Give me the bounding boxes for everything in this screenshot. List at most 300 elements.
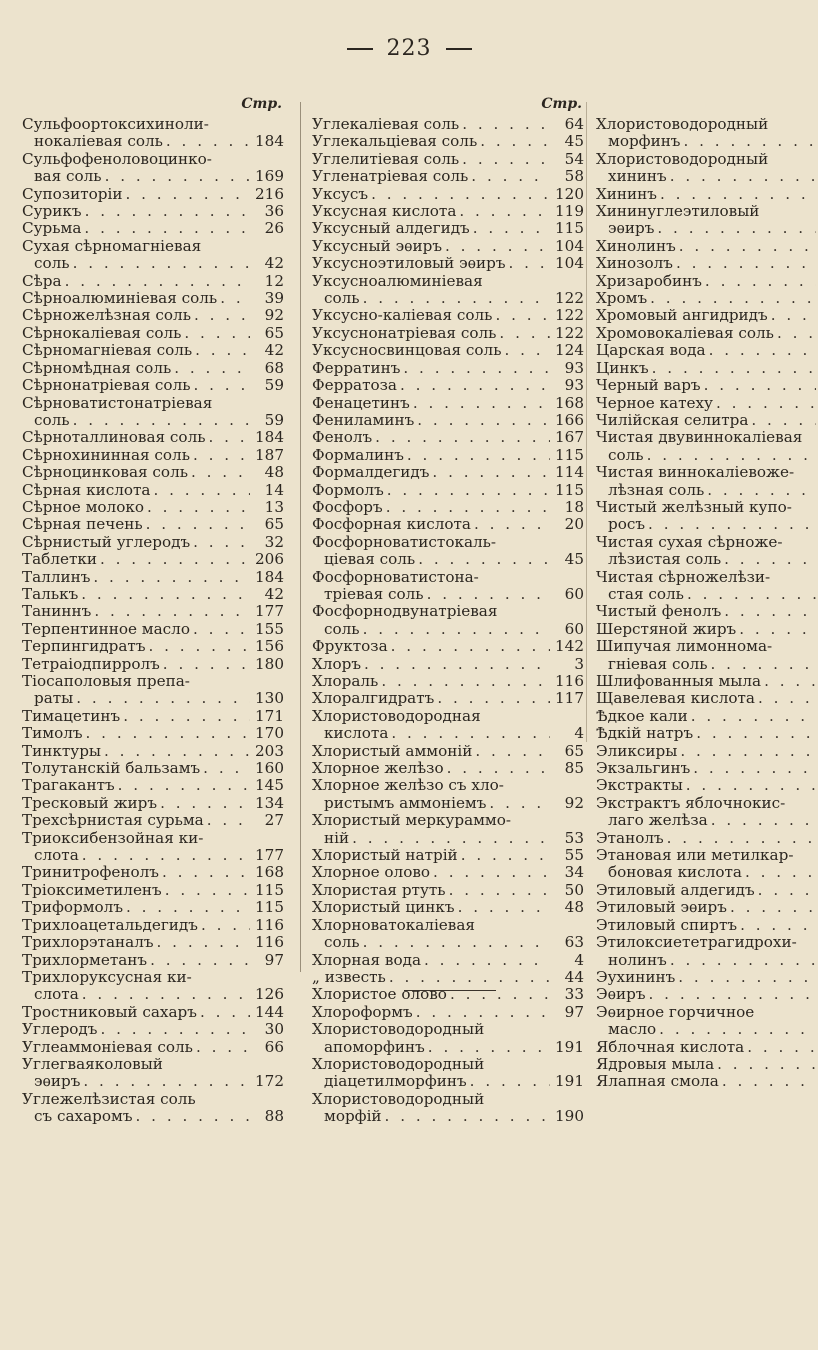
entry-term: Этиловый эѳиръ [596,898,727,917]
entry-line [596,203,816,220]
entry-page-number: 32 [264,532,284,551]
entry-line [596,360,816,377]
entry-page-number: 206 [255,550,284,569]
entry-line [596,395,816,412]
entry-page-number: 124 [555,341,584,360]
entry-term-continuation: соль [608,445,644,464]
dot-leader [455,899,550,916]
index-entry [312,255,584,272]
dot-leader [444,760,550,777]
entry-term: Сѣрноцинковая соль [22,463,188,482]
entry-term: Чистая сѣрножелѣзи- [596,567,771,586]
index-entry [312,220,584,237]
entry-line [22,325,284,342]
entry-page-number: 115 [255,880,284,899]
index-entry [22,342,284,359]
entry-term: Экзальгинъ [596,759,691,778]
entry-line [596,516,816,533]
entry-term: Углекальціевая соль [312,132,478,151]
entry-line [596,708,816,725]
index-entry [596,203,816,238]
entry-line [596,447,816,464]
dot-leader [78,586,250,603]
entry-line [596,917,816,934]
index-entry [22,151,284,186]
entry-term-continuation: лѣзистая соль [608,550,722,569]
entry-line [22,569,284,586]
entry-line [596,569,816,586]
dot-leader [425,1039,550,1056]
entry-term: Тетраіодпирролъ [22,654,160,673]
entry-line [312,1108,584,1125]
entry-term-continuation: лѣзная соль [608,480,705,499]
entry-line [312,482,584,499]
entry-term: Сѣрноталлиновая соль [22,428,206,447]
entry-term: Сѣрнонатріевая соль [22,376,191,395]
entry-term: Таблетки [22,550,97,569]
entry-term: Хлорное олово [312,863,431,882]
entry-term: Уксусный эѳиръ [312,236,442,255]
entry-page-number: 119 [555,202,584,221]
dot-leader [459,151,550,168]
entry-page-number: 122 [555,306,584,325]
entry-page-number: 88 [264,1107,284,1126]
index-entry [22,447,284,464]
index-entry [312,464,584,481]
entry-line [312,429,584,446]
index-entry [596,395,816,412]
entry-line [22,882,284,899]
entry-term: Эликсиры [596,741,678,760]
entry-term: Сѣрномагніевая соль [22,341,193,360]
entry-page-number: 63 [564,933,584,952]
entry-line [22,307,284,324]
entry-term: Хлористый аммоній [312,741,473,760]
index-entry [22,743,284,760]
index-entry [312,447,584,464]
entry-term: Терпентинное масло [22,619,190,638]
entry-line [22,969,284,986]
entry-term: Таниннъ [22,602,92,621]
dot-leader [737,917,816,934]
dot-leader [656,1021,816,1038]
index-entry [596,151,816,186]
entry-term-continuation: масло [608,1020,657,1039]
entry-line [312,186,584,203]
entry-term: Хромовокаліевая соль [596,323,774,342]
entry-line [22,220,284,237]
dot-leader [492,307,550,324]
dot-leader [133,1108,250,1125]
entry-term-continuation: гніевая соль [608,654,708,673]
entry-page-number: 59 [264,376,284,395]
entry-page-number: 122 [555,323,584,342]
entry-term-continuation: боновая кислота [608,863,742,882]
entry-page-number: 168 [255,863,284,882]
entry-line [596,1039,816,1056]
entry-term: Тріоксиметиленъ [22,880,162,899]
entry-term: Ядровыя мыла [596,1054,715,1073]
dot-leader [198,917,250,934]
index-entry [312,168,584,185]
index-entry [22,969,284,1004]
entry-page-number: 184 [255,132,284,151]
index-entry [22,673,284,708]
entry-term: Фосфорноватистона- [312,567,479,586]
dot-leader [388,725,550,742]
entry-term: Уксусноэтиловый эѳиръ [312,254,506,273]
dot-leader [680,133,816,150]
dot-leader [477,133,550,150]
index-entry [596,830,816,847]
entry-term: Черное катеху [596,393,713,412]
entry-line [596,847,816,864]
index-entry [22,377,284,394]
entry-line [312,917,584,934]
dot-leader [191,377,251,394]
entry-page-number: 142 [555,637,584,656]
entry-term: Хлоралгидратъ [312,689,435,708]
entry-term: Ферратинъ [312,358,401,377]
entry-term: Углеродъ [22,1020,98,1039]
entry-term-continuation: эѳиръ [608,219,655,238]
index-entry [22,569,284,586]
entry-line [596,464,816,481]
entry-page-number: 64 [564,115,584,133]
entry-term: Тринитрофенолъ [22,863,159,882]
entry-line [22,342,284,359]
index-entry [596,899,816,916]
entry-line [22,551,284,568]
entry-page-number: 44 [564,967,584,986]
entry-page-number: 65 [264,515,284,534]
entry-page-number: 191 [555,1037,584,1056]
entry-term: Сѣрноалюминіевая соль [22,289,218,308]
entry-page-number: 48 [564,898,584,917]
index-entry [312,603,584,638]
entry-line [312,464,584,481]
entry-line [596,760,816,777]
entry-line [22,534,284,551]
entry-term: Сѣрнистый углеродъ [22,532,191,551]
entry-term: Таллинъ [22,567,91,586]
dot-leader [424,586,550,603]
dot-leader [190,621,250,638]
index-entry [312,238,584,255]
entry-term: Щавелевая кислота [596,689,755,708]
entry-page-number: 115 [555,445,584,464]
dot-leader [190,447,250,464]
entry-page-number: 145 [255,776,284,795]
entry-line [22,464,284,481]
entry-term: Фосфорнодвунатріевая [312,602,498,621]
dot-leader [459,116,550,133]
entry-page-number: 168 [555,393,584,412]
entry-term: Формалинъ [312,445,404,464]
dot-leader [123,899,250,916]
entry-term: Сурикъ [22,202,82,221]
index-entry [312,273,584,308]
entry-term: Чистая двувиннокаліевая [596,428,803,447]
entry-term: Хлороформъ [312,1002,413,1021]
entry-line [22,725,284,742]
dot-leader [675,969,816,986]
entry-line [22,133,284,150]
entry-line [22,690,284,707]
bottom-rule [404,990,496,991]
entry-page-number: 39 [264,289,284,308]
index-entry [312,395,584,412]
entry-line [22,812,284,829]
dot-leader [456,203,550,220]
index-column-3 [596,96,816,1091]
entry-term: Триформолъ [22,898,123,917]
entry-line [596,830,816,847]
dot-leader [744,1039,816,1056]
entry-line [22,777,284,794]
entry-line [596,725,816,742]
entry-term-continuation: хининъ [608,167,667,186]
index-entry [312,760,584,777]
entry-line [22,847,284,864]
dot-leader [115,777,250,794]
index-entry [596,690,816,707]
entry-page-number: 53 [564,828,584,847]
entry-term-continuation: кислота [324,724,389,743]
entry-term: Чилійская селитра [596,410,749,429]
entry-page-number: 34 [564,863,584,882]
entry-term: Супозиторіи [22,184,123,203]
entry-page-number: 169 [255,167,284,186]
entry-page-number: 171 [255,706,284,725]
index-entry [596,1004,816,1039]
entry-term-continuation: ристымъ аммоніемъ [324,793,487,812]
entry-term: Трихлорметанъ [22,950,148,969]
entry-page-number: 13 [264,497,284,516]
dot-leader [768,307,816,324]
entry-term: Черный варъ [596,376,701,395]
dot-leader [102,168,250,185]
index-entry [22,482,284,499]
entry-page-number: 66 [264,1037,284,1056]
dot-leader [683,777,816,794]
index-entry [312,516,584,533]
index-entry [22,1039,284,1056]
entry-term: Трихлоацетальдегидъ [22,915,198,934]
entry-line [312,412,584,429]
dot-leader [719,1073,816,1090]
entry-term: Цинкъ [596,358,649,377]
entry-term: Хромъ [596,289,648,308]
entry-term: Шипучая лимонномa- [596,637,773,656]
index-entry [596,847,816,882]
dot-leader [145,638,250,655]
entry-line [22,412,284,429]
entry-line [312,534,584,551]
entry-term-continuation: ціевая соль [324,550,416,569]
entry-term: Хинолинъ [596,236,676,255]
entry-line [312,1039,584,1056]
entry-line [22,116,284,133]
entry-page-number: 160 [255,759,284,778]
entry-line [596,882,816,899]
entry-page-number: 116 [255,933,284,952]
index-entry [22,638,284,655]
entry-line [596,969,816,986]
entry-term: Хлористоводородный [596,149,769,168]
index-entry [596,760,816,777]
entry-term: Сульфофеноловоцинко- [22,149,212,168]
column-header: Стр. [241,96,282,112]
index-entry [312,882,584,899]
entry-page-number: 92 [564,793,584,812]
dot-leader [62,273,250,290]
entry-line [312,760,584,777]
entry-line [312,899,584,916]
dot-leader [384,482,550,499]
entry-line [312,377,584,394]
entry-line [22,830,284,847]
entry-line [22,1039,284,1056]
entry-line [22,1091,284,1108]
dot-leader [486,795,550,812]
entry-page-number: 97 [264,950,284,969]
dot-leader [755,690,816,707]
index-entry [596,934,816,969]
entry-line [312,569,584,586]
entry-term: Хининуглеэтиловый [596,202,760,221]
entry-line [22,621,284,638]
index-entry [22,708,284,725]
dot-leader [755,882,816,899]
index-entry [22,307,284,324]
index-entry [312,864,584,881]
entry-term: Этановая или метилкар- [596,846,794,865]
entry-line [312,812,584,829]
index-entry [22,812,284,829]
index-entry [312,133,584,150]
dot-leader [162,882,250,899]
entry-term: Хлористый цинкъ [312,898,455,917]
entry-term: Угленатріевая соль [312,167,469,186]
entry-term: Терпингидратъ [22,637,146,656]
index-entry [596,116,816,151]
entry-line [596,586,816,603]
index-entry [312,377,584,394]
index-entry [22,952,284,969]
entry-term: Уксуснонатріевая соль [312,323,497,342]
entry-page-number: 3 [574,654,584,673]
index-entry [22,777,284,794]
entry-term: Трагакантъ [22,776,115,795]
dot-leader [701,377,816,394]
entry-line [312,882,584,899]
entry-page-number: 85 [564,759,584,778]
entry-page-number: 104 [555,236,584,255]
dot-leader [684,586,816,603]
entry-term: Чистая сухая сѣрноже- [596,532,783,551]
entry-page-number: 42 [264,341,284,360]
entry-line [312,360,584,377]
dot-leader [81,220,250,237]
entry-line [312,1004,584,1021]
entry-page-number: 177 [255,602,284,621]
entry-term: Тимолъ [22,724,83,743]
entry-line [312,307,584,324]
entry-line [22,586,284,603]
dot-leader [154,934,250,951]
index-entry [22,1091,284,1126]
index-entry [312,360,584,377]
entry-page-number: 12 [264,271,284,290]
entry-term: Чистая виннокаліевоже- [596,463,795,482]
entry-term: Фениламинъ [312,410,415,429]
index-entry [22,325,284,342]
entry-term: Хлористый натрій [312,846,458,865]
entry-term: Сѣрнокаліевая соль [22,323,182,342]
entry-term: Экстракты [596,776,683,795]
entry-page-number: 45 [564,132,584,151]
entry-term: Чистый желѣзный купо- [596,497,792,516]
entry-term: Хининъ [596,184,657,203]
entry-page-number: 59 [264,410,284,429]
entry-page-number: 130 [255,689,284,708]
entry-term: Сѣрная печень [22,515,143,534]
entry-term: Этиловый алдегидъ [596,880,755,899]
dot-leader [378,673,550,690]
dot-leader [471,516,550,533]
entry-page-number: 190 [555,1107,584,1126]
dot-leader [388,638,550,655]
entry-page-number: 14 [264,480,284,499]
entry-line [596,899,816,916]
index-entry [596,777,816,794]
dot-leader [677,743,816,760]
index-entry [22,290,284,307]
index-entry [312,186,584,203]
index-entry [596,325,816,342]
entry-term: Хризаробинъ [596,271,702,290]
entry-term: Уксусносвинцовая соль [312,341,502,360]
index-entry [312,116,584,133]
index-entry [312,412,584,429]
entry-term: Трихлоруксусная ки- [22,967,192,986]
entry-line [312,447,584,464]
dot-leader [159,864,250,881]
entry-line [312,1056,584,1073]
dot-leader [667,168,816,185]
dot-leader [400,360,550,377]
entry-line [312,255,584,272]
index-entry [312,429,584,446]
entry-term: Формалдегидъ [312,463,430,482]
index-entry [312,917,584,952]
entry-line [312,934,584,951]
entry-line [22,1073,284,1090]
entry-term: Тинктуры [22,741,102,760]
dot-leader [713,395,816,412]
index-entry [22,864,284,881]
entry-page-number: 42 [264,254,284,273]
entry-term-continuation: съ сахаромъ [34,1107,133,1126]
entry-page-number: 4 [574,724,584,743]
entry-line [596,1004,816,1021]
index-entry [596,603,816,620]
index-entry [312,812,584,847]
entry-page-number: 93 [564,376,584,395]
entry-line [312,690,584,707]
entry-term-continuation: морфинъ [608,132,681,151]
